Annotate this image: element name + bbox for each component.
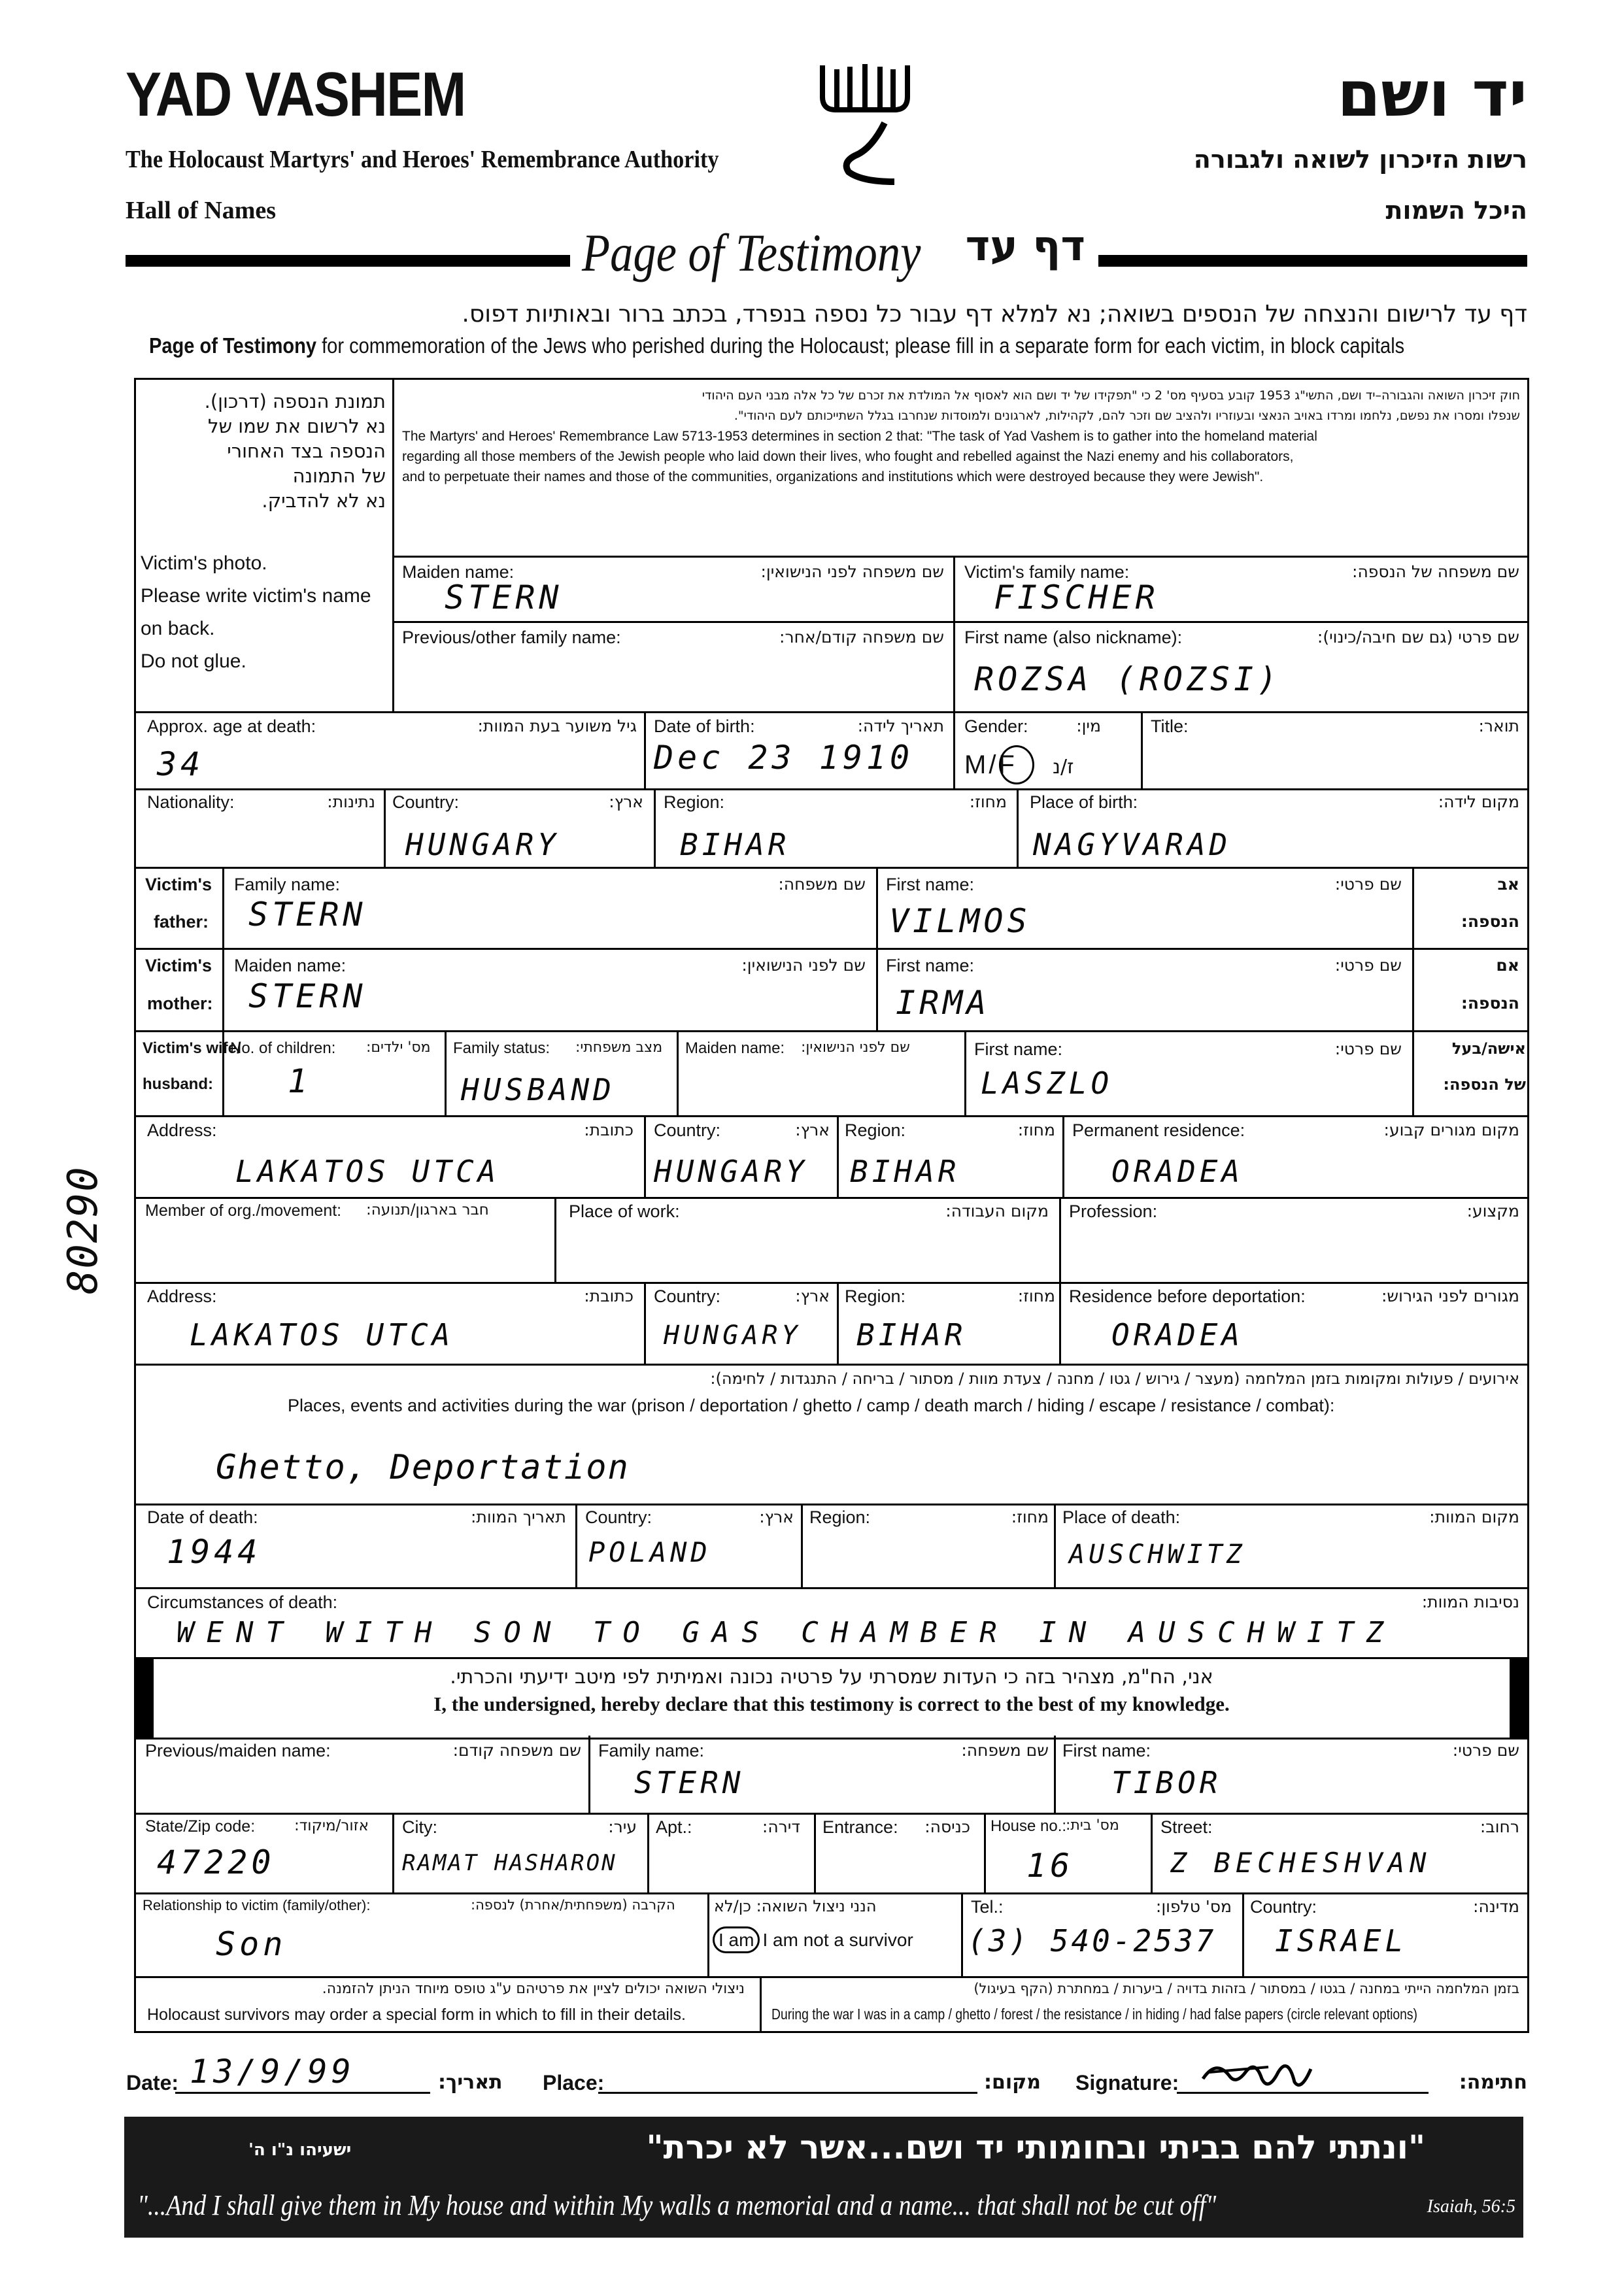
declaration-he: אני, הח"מ, מצהיר בזה כי העדות שמסרתי על פרטיה נכונה ואמיתית לפי מיטב ידיעתי והכרתי. xyxy=(450,1666,1213,1689)
photo-he-1: תמונת הנספה (דרכון). xyxy=(204,390,386,412)
father-first-label-he: שם פרטי: xyxy=(1334,875,1402,894)
tel-label-he: מס' טלפון: xyxy=(1155,1897,1232,1916)
footer-band xyxy=(124,2117,1523,2238)
form-title-en: Page of Testimony xyxy=(582,223,921,282)
maiden-name-label-he: שם משפחה לפני הנישואין: xyxy=(760,562,944,581)
region1-label: Region: xyxy=(845,1120,906,1140)
mother-first-label: First name: xyxy=(886,956,975,975)
address1-label-he: כתובת: xyxy=(584,1120,634,1139)
survivor-option[interactable] xyxy=(713,1930,913,1951)
mother-victims-label: Victim's xyxy=(145,956,212,975)
circ-label-he: נסיבות המוות: xyxy=(1421,1592,1519,1611)
member-label: Member of org./movement: xyxy=(145,1202,342,1220)
date-label: Date: xyxy=(126,2071,179,2094)
signature-scribble xyxy=(1196,2053,1327,2098)
address1-label: Address: xyxy=(147,1120,217,1140)
profession-label-he: מקצוע: xyxy=(1466,1202,1519,1220)
house-no-value[interactable]: 16 xyxy=(1026,1847,1074,1885)
spouse-label-1: Victim's wife/ xyxy=(143,1039,241,1057)
signature-label: Signature: xyxy=(1075,2071,1179,2094)
signature-label-he: חתימה: xyxy=(1459,2071,1527,2094)
apt-label: Apt.: xyxy=(656,1817,692,1837)
country-birth-value[interactable]: HUNGARY xyxy=(405,827,560,862)
sub-country-label: Country: xyxy=(1250,1897,1317,1917)
date-label-he: תאריך: xyxy=(438,2071,503,2094)
survivor-label-he: הנני ניצול השואה: כן/לא xyxy=(714,1897,877,1915)
circ-value[interactable]: WENT WITH SON TO GAS CHAMBER IN AUSCHWITZ xyxy=(177,1616,1396,1649)
country-death-label-he: ארץ: xyxy=(759,1507,794,1526)
relationship-value[interactable]: Son xyxy=(216,1925,287,1963)
region-death-label: Region: xyxy=(809,1507,871,1527)
region2-value[interactable]: BIHAR xyxy=(856,1317,967,1353)
photo-he-4: של התמונה xyxy=(292,465,386,487)
father-family-label: Family name: xyxy=(234,875,341,894)
perm-res-label-he: מקום מגורים קבוע: xyxy=(1383,1120,1519,1139)
age-value[interactable]: 34 xyxy=(157,745,205,783)
margin-number: 80290 xyxy=(59,1166,107,1294)
country2-label: Country: xyxy=(654,1286,721,1306)
address2-label: Address: xyxy=(147,1286,217,1306)
first-name-label-he: שם פרטי (גם שם חיבה/כינוי): xyxy=(1317,628,1519,647)
house-no-label-he: מס' בית: xyxy=(1066,1817,1119,1834)
survivor-yes[interactable]: I am xyxy=(713,1926,760,1953)
place-line[interactable] xyxy=(598,2092,977,2094)
street-value[interactable]: Z BECHESHVAN xyxy=(1170,1847,1432,1879)
photo-he-3: הנספה בצד האחורי xyxy=(227,440,386,462)
country2-value[interactable]: HUNGARY xyxy=(664,1320,802,1351)
footer-quote-he: "ונתתי להם בביתי ובחומותי יד ושם...אשר לא יכרת" xyxy=(646,2128,1425,2166)
num-children-label: No. of children: xyxy=(230,1039,336,1057)
sub-first-label-he: שם פרטי: xyxy=(1452,1741,1519,1760)
region1-value[interactable]: BIHAR xyxy=(850,1154,960,1189)
title-label: Title: xyxy=(1151,716,1189,736)
mother-label: mother: xyxy=(147,994,213,1013)
family-status-label: Family status: xyxy=(453,1039,550,1057)
during-war-he: בזמן המלחמה הייתי במחנה / בגטו / במסתור / בזהות בדויה / ביערות / במחתרת (הקף בעיגול) xyxy=(973,1981,1519,1996)
family-name-label-he: שם משפחה של הנספה: xyxy=(1352,562,1519,581)
spouse-first-label-he: שם פרטי: xyxy=(1334,1039,1402,1058)
intro-en-bold: Page of Testimony xyxy=(149,333,317,358)
date-value[interactable]: 13/9/99 xyxy=(190,2053,355,2091)
org-subtitle-en: The Holocaust Martyrs' and Heroes' Remembrance Authority xyxy=(126,146,719,173)
city-label: City: xyxy=(402,1817,437,1837)
date-line xyxy=(175,2092,430,2094)
footer-ref-en: Isaiah, 56:5 xyxy=(1427,2196,1515,2217)
sub-first-label: First name: xyxy=(1062,1741,1151,1760)
region2-label: Region: xyxy=(845,1286,906,1306)
dob-value[interactable]: Dec 23 1910 xyxy=(654,739,914,777)
family-status-value[interactable]: HUSBAND xyxy=(461,1072,615,1107)
title-label-he: תואר: xyxy=(1478,716,1519,735)
country-birth-label-he: ארץ: xyxy=(609,792,643,811)
mother-first-value[interactable]: IRMA xyxy=(896,984,990,1022)
gender-options-he: ז/נ xyxy=(1053,756,1074,779)
title-rule-left xyxy=(126,255,570,267)
region-birth-label: Region: xyxy=(664,792,725,812)
law-text xyxy=(402,386,1520,487)
prev-maiden-label-he: שם משפחה קודם: xyxy=(452,1741,581,1760)
pod-label: Place of death: xyxy=(1062,1507,1181,1527)
photo-en-1: Victim's photo. xyxy=(141,552,267,574)
photo-box xyxy=(141,389,386,678)
photo-en-4: Do not glue. xyxy=(141,650,246,672)
region1-label-he: מחוז: xyxy=(1017,1120,1055,1139)
first-name-value[interactable]: ROZSA (ROZSI) xyxy=(974,660,1281,698)
house-no-label: House no.: xyxy=(990,1817,1067,1835)
intro-he: דף עד לרישום והנצחה של הנספים בשואה; נא למלא דף עבור כל נספה בנפרד, בכתב ברור ובאותיות דפוס. xyxy=(462,301,1527,328)
gender-label-he: מין: xyxy=(1076,716,1101,735)
spouse-label-2: husband: xyxy=(143,1075,213,1093)
pod-label-he: מקום המוות: xyxy=(1429,1507,1519,1526)
sub-family-label-he: שם משפחה: xyxy=(961,1741,1049,1760)
mother-maiden-value[interactable]: STERN xyxy=(248,977,367,1015)
country-birth-label: Country: xyxy=(392,792,460,812)
yad-vashem-logo-icon xyxy=(816,58,914,195)
father-he-2: הנספה: xyxy=(1461,912,1519,931)
father-he-1: אב xyxy=(1497,875,1519,894)
law-en-3: and to perpetuate their names and those of the communities, organizations and institutions which were destroyed because they were Jewish". xyxy=(402,469,1264,484)
dod-label: Date of death: xyxy=(147,1507,258,1527)
footer-ref-he: ישעיהו נ"ו ה' xyxy=(248,2140,352,2160)
photo-en-2: Please write victim's name xyxy=(141,585,371,607)
perm-res-value[interactable]: ORADEA xyxy=(1111,1154,1244,1189)
city-label-he: עיר: xyxy=(608,1817,637,1836)
zip-label-he: אזור/מיקוד: xyxy=(294,1817,369,1834)
sub-first-value[interactable]: TIBOR xyxy=(1111,1765,1222,1800)
zip-value[interactable]: 47220 xyxy=(157,1843,275,1881)
declaration-en: I, the undersigned, hereby declare that this testimony is correct to the best of my knowledge. xyxy=(433,1692,1230,1715)
dod-label-he: תאריך המוות: xyxy=(470,1507,566,1526)
mother-maiden-label-he: שם לפני הנישואין: xyxy=(741,956,866,975)
father-label: father: xyxy=(154,912,209,932)
sub-family-label: Family name: xyxy=(598,1741,705,1760)
maiden-name-value[interactable]: STERN xyxy=(445,579,563,616)
events-label-he: אירועים / פעולות ומקומות בזמן המלחמה (מעצר / גירוש / גטו / מחנה / צעדת מוות / מסתור / בריחה / התנגדות / לחימה): xyxy=(710,1370,1519,1388)
father-first-label: First name: xyxy=(886,875,975,894)
org-name-en: YAD VASHEM xyxy=(126,59,465,129)
father-victims-label: Victim's xyxy=(145,875,212,894)
spouse-he-1: אישה/בעל xyxy=(1451,1039,1526,1058)
member-label-he: חבר בארגון/תנועה: xyxy=(366,1202,489,1219)
survivor-no[interactable]: I am not a survivor xyxy=(762,1930,913,1950)
sub-country-label-he: מדינה: xyxy=(1473,1897,1519,1916)
spouse-first-value[interactable]: LASZLO xyxy=(981,1066,1113,1101)
gender-circle xyxy=(999,745,1034,784)
num-children-value[interactable]: 1 xyxy=(288,1062,312,1100)
spouse-maiden-label-he: שם לפני הנישואין: xyxy=(801,1039,910,1056)
region-birth-label-he: מחוז: xyxy=(969,792,1007,811)
circ-label: Circumstances of death: xyxy=(147,1592,338,1612)
entrance-label-he: כניסה: xyxy=(924,1817,970,1836)
country-death-value[interactable]: POLAND xyxy=(588,1536,711,1568)
apt-label-he: דירה: xyxy=(762,1817,800,1836)
hall-of-names-en: Hall of Names xyxy=(126,197,277,224)
pob-label-he: מקום לידה: xyxy=(1438,792,1519,811)
city-value[interactable]: RAMAT HASHARON xyxy=(402,1850,617,1876)
tel-value[interactable]: (3) 540-2537 xyxy=(968,1923,1217,1958)
dob-label-he: תאריך לידה: xyxy=(857,716,944,735)
sub-family-value[interactable]: STERN xyxy=(634,1765,745,1800)
first-name-label: First name (also nickname): xyxy=(964,628,1183,647)
father-first-value[interactable]: VILMOS xyxy=(889,902,1031,940)
region-birth-value[interactable]: BIHAR xyxy=(680,827,790,862)
mother-he-2: הנספה: xyxy=(1461,994,1519,1013)
age-label-he: גיל משוער בעת המוות: xyxy=(477,716,637,735)
country2-label-he: ארץ: xyxy=(795,1286,830,1305)
mother-first-label-he: שם פרטי: xyxy=(1334,956,1402,975)
intro-en-rest: for commemoration of the Jews who perished during the Holocaust; please fill in a separate form for each victim, in block capitals xyxy=(322,333,1405,358)
father-family-label-he: שם משפחה: xyxy=(778,875,866,894)
country-death-label: Country: xyxy=(585,1507,652,1527)
declaration-band xyxy=(134,1657,1529,1740)
form-title-he: דף עד xyxy=(965,222,1085,271)
family-name-value[interactable]: FISCHER xyxy=(994,579,1159,616)
events-label-en: Places, events and activities during the war (prison / deportation / ghetto / camp / death march / hiding / escape / resistance / combat): xyxy=(288,1396,1335,1415)
res-before-label: Residence before deportation: xyxy=(1069,1286,1306,1306)
law-en-1: The Martyrs' and Heroes' Remembrance Law 5713-1953 determines in section 2 that: "The task of Yad Vashem is to gather into the homeland material xyxy=(402,429,1317,444)
prev-name-label: Previous/other family name: xyxy=(402,628,621,647)
spouse-he-2: של הנספה: xyxy=(1443,1075,1526,1094)
tel-label: Tel.: xyxy=(971,1897,1004,1917)
res-before-value[interactable]: ORADEA xyxy=(1111,1317,1244,1353)
street-label: Street: xyxy=(1160,1817,1213,1837)
sub-country-value[interactable]: ISRAEL xyxy=(1275,1923,1408,1958)
country1-value[interactable]: HUNGARY xyxy=(654,1154,808,1189)
spouse-first-label: First name: xyxy=(974,1039,1063,1059)
mother-he-1: אם xyxy=(1496,956,1519,975)
intro-en xyxy=(149,333,1404,358)
address1-value[interactable]: LAKATOS UTCA xyxy=(235,1154,500,1189)
pob-label: Place of birth: xyxy=(1030,792,1138,812)
address2-value[interactable]: LAKATOS UTCA xyxy=(190,1317,454,1353)
prev-name-label-he: שם משפחה קודם/אחר: xyxy=(779,628,944,647)
relationship-label-he: הקרבה (משפחתית/אחרת) לנספה: xyxy=(471,1897,675,1913)
dod-value[interactable]: 1944 xyxy=(167,1533,262,1571)
family-name-label: Victim's family name: xyxy=(964,562,1130,582)
during-war-en: During the war I was in a camp / ghetto / forest / the resistance / in hiding / had false papers (circle relevant options) xyxy=(771,2006,1417,2023)
maiden-name-label: Maiden name: xyxy=(402,562,515,582)
survivors-note-en: Holocaust survivors may order a special form in which to fill in their details. xyxy=(147,2006,686,2024)
family-status-label-he: מצב משפחתי: xyxy=(575,1039,663,1056)
perm-res-label: Permanent residence: xyxy=(1072,1120,1245,1140)
photo-he-5: נא לא להדביק. xyxy=(262,490,386,512)
place-label: Place: xyxy=(543,2071,605,2094)
workplace-label: Place of work: xyxy=(569,1202,680,1221)
law-he-1: חוק זיכרון השואה והגבורה–יד ושם, התשי"ג 1953 קובע בסעיף מס' 2 כי "תפקידו של יד ושם הוא לאסוף אל המולדת את זכרם של כל אלה מבני העם היהודי xyxy=(702,388,1520,403)
footer-quote-en: "...And I shall give them in My house and within My walls a memorial and a name... that shall not be cut off" xyxy=(137,2189,1217,2221)
father-family-value[interactable]: STERN xyxy=(248,896,367,933)
survivors-note-he: ניצולי השואה יכולים לציין את פרטיהם ע"ג טופס מיוחד הניתן להזמנה. xyxy=(322,1981,745,1997)
res-before-label-he: מגורים לפני הגירוש: xyxy=(1381,1286,1519,1305)
entrance-label: Entrance: xyxy=(822,1817,898,1837)
org-subtitle-he: רשות הזיכרון לשואה ולגבורה xyxy=(1193,145,1527,174)
age-label: Approx. age at death: xyxy=(147,716,316,736)
events-value[interactable]: Ghetto, Deportation xyxy=(216,1448,630,1487)
nationality-label: Nationality: xyxy=(147,792,235,812)
country1-label: Country: xyxy=(654,1120,721,1140)
place-label-he: מקום: xyxy=(984,2071,1041,2094)
nationality-label-he: נתינות: xyxy=(327,792,375,811)
workplace-label-he: מקום העבודה: xyxy=(945,1202,1049,1220)
region-death-label-he: מחוז: xyxy=(1011,1507,1049,1526)
num-children-label-he: מס' ילדים: xyxy=(366,1039,431,1056)
pob-value[interactable]: NAGYVARAD xyxy=(1033,827,1232,862)
dob-label: Date of birth: xyxy=(654,716,755,736)
prev-maiden-label: Previous/maiden name: xyxy=(145,1741,331,1760)
title-rule-right xyxy=(1098,255,1527,267)
pod-value[interactable]: AUSCHWITZ xyxy=(1069,1539,1246,1570)
mother-maiden-label: Maiden name: xyxy=(234,956,347,975)
law-he-2: שנפלו ומסרו את נפשם, נלחמו ומרדו באויב הנאצי ובעוזריו ולהציב שם וזכר להם, לקהילות, לארגונים ולמוסדות שנחרבו בגלל השתייכותם לעם היהודי". xyxy=(734,409,1520,423)
photo-he-2: נא לרשום את שמו של xyxy=(207,415,386,437)
photo-en-3: on back. xyxy=(141,618,215,639)
gender-options[interactable]: M/F xyxy=(964,750,1017,779)
country1-label-he: ארץ: xyxy=(795,1120,830,1139)
gender-label: Gender: xyxy=(964,716,1028,736)
relationship-label: Relationship to victim (family/other): xyxy=(143,1897,371,1913)
address2-label-he: כתובת: xyxy=(584,1286,634,1305)
spouse-maiden-label: Maiden name: xyxy=(685,1039,785,1057)
org-name-he: יד ושם xyxy=(1337,58,1527,131)
street-label-he: רחוב: xyxy=(1480,1817,1519,1836)
profession-label: Profession: xyxy=(1069,1202,1158,1221)
law-en-2: regarding all those members of the Jewish people who laid down their lives, who fought and rebelled against the Nazi enemy and his collaborators, xyxy=(402,449,1294,464)
hall-of-names-he: היכל השמות xyxy=(1385,196,1527,225)
region2-label-he: מחוז: xyxy=(1017,1286,1055,1305)
zip-label: State/Zip code: xyxy=(145,1817,256,1836)
